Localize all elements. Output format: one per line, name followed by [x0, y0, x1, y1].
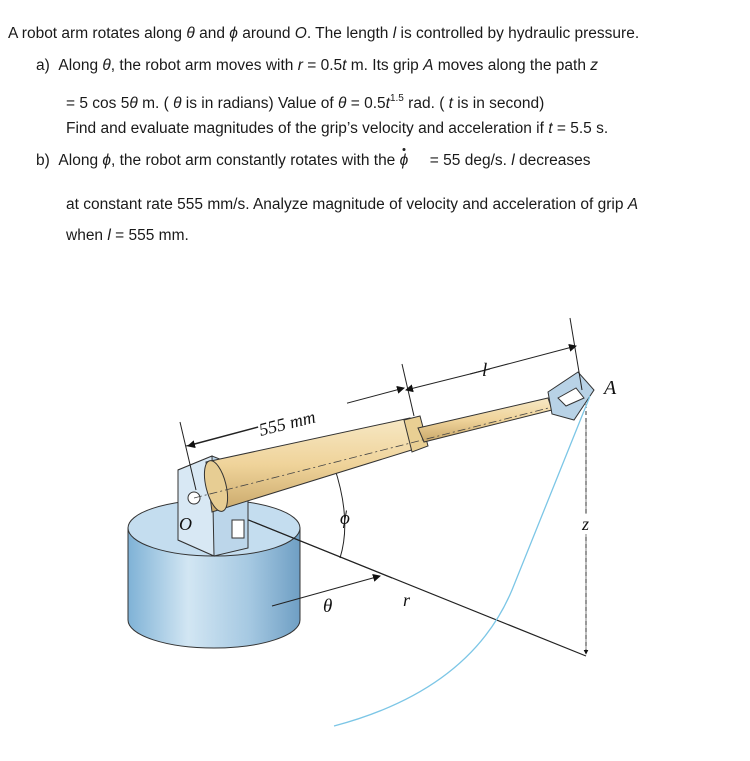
l-symbol: l — [107, 227, 111, 244]
inner-rod — [418, 398, 552, 442]
r-symbol: r — [297, 57, 303, 74]
text-span: = 0.5 — [346, 95, 386, 112]
text-span: , the robot arm constantly rotates with the — [111, 152, 400, 169]
text-span: , the robot arm moves with — [110, 57, 298, 74]
text-span: = 5.5 s. — [552, 120, 609, 137]
arm-centerline — [194, 400, 580, 498]
phi-symbol: ϕ — [229, 25, 238, 42]
phi-dot-symbol: ϕ — [399, 152, 409, 169]
text-span: rad. ( — [403, 95, 449, 112]
label-r: r — [403, 590, 411, 610]
text-span: is controlled by hydraulic pressure. — [396, 25, 640, 42]
t-symbol: t — [548, 120, 553, 137]
text-span: Along — [58, 152, 103, 169]
label-555mm: 555 mm — [256, 406, 318, 440]
t-symbol: t — [448, 95, 453, 112]
label-O: O — [179, 514, 192, 534]
text-span: = 0.5 — [302, 57, 343, 74]
dim-line-l-back — [406, 369, 490, 390]
text-span: Along — [58, 57, 103, 74]
part-a-label: a) — [36, 57, 50, 74]
theta-symbol: θ — [338, 95, 347, 112]
text-span: moves along the path — [433, 57, 591, 74]
l-symbol: l — [392, 25, 397, 42]
text-span: m. ( — [137, 95, 174, 112]
text-span: around — [237, 25, 295, 42]
part-b-label: b) — [36, 152, 50, 169]
gripper — [548, 372, 594, 420]
text-span: is in radians) Value of — [181, 95, 339, 112]
text-span: . The length — [306, 25, 393, 42]
text-span: Find and evaluate magnitudes of the grip’s velocity and acceleration if — [66, 120, 549, 137]
outer-arm — [200, 418, 418, 514]
l-symbol: l — [511, 152, 515, 169]
o-symbol: O — [294, 25, 307, 42]
text-span: and — [194, 25, 230, 42]
label-l: l — [482, 360, 488, 381]
z-symbol: z — [590, 57, 599, 74]
t-symbol: t — [385, 95, 390, 112]
a-symbol: A — [627, 196, 639, 213]
text-span: is in second) — [452, 95, 545, 112]
a-symbol: A — [423, 57, 434, 74]
theta-symbol: θ — [129, 95, 138, 112]
text-span: A robot arm rotates along — [8, 25, 187, 42]
text-span: = 555 mm. — [110, 227, 189, 244]
exponent: 1.5 — [389, 93, 404, 104]
theta-symbol: θ — [186, 25, 195, 42]
text-span: decreases — [514, 152, 591, 169]
phi-symbol: ϕ — [102, 152, 111, 169]
t-symbol: t — [342, 57, 347, 74]
text-span: at constant rate 555 mm/s. Analyze magnitude of velocity and acceleration of grip — [66, 196, 628, 213]
text-span: = 55 deg/s. — [429, 152, 512, 169]
theta-symbol: θ — [102, 57, 111, 74]
text-span: when — [66, 227, 108, 244]
label-theta: θ — [323, 596, 333, 617]
label-A: A — [604, 377, 617, 399]
theta-symbol: θ — [173, 95, 182, 112]
label-phi: ϕ — [340, 508, 350, 529]
text-span: m. Its grip — [346, 57, 424, 74]
text-span: = 5 cos 5 — [66, 95, 130, 112]
label-z: z — [582, 514, 590, 534]
